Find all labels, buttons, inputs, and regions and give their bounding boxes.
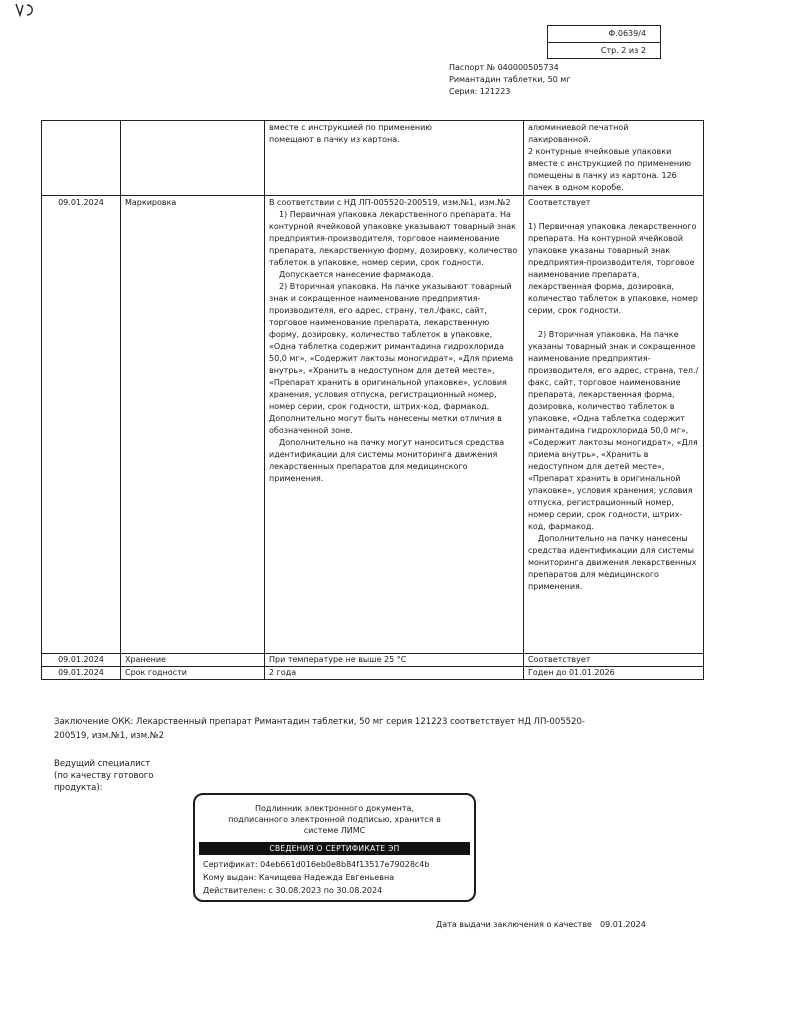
- table-row: [42, 654, 704, 667]
- stamp-line: подписанного электронной подписью, хранится в: [228, 815, 441, 824]
- cell-requirement: [265, 121, 524, 196]
- result-text: Соответствует: [528, 198, 591, 207]
- result-text: лакированной.: [528, 135, 591, 144]
- handwritten-mark: [14, 2, 38, 18]
- product-name: Римантадин таблетки, 50 мг: [449, 75, 571, 84]
- cell-name: [121, 121, 265, 196]
- cell-result: Годен до 01.01.2026: [524, 667, 704, 680]
- specialist-label: Ведущий специалист (по качеству готового продукта):: [54, 759, 154, 793]
- requirement-text: Допускается нанесение фармакода.: [279, 270, 434, 279]
- passport-number: Паспорт № 040000505734: [449, 63, 559, 72]
- cell-name: Срок годности: [121, 667, 265, 680]
- table-row: [42, 196, 704, 654]
- table-row: [42, 121, 704, 196]
- cell-requirement: При температуре не выше 25 °С: [265, 654, 524, 667]
- table-row: [42, 667, 704, 680]
- conclusion-text: Заключение ОКК: Лекарственный препарат Римантадин таблетки, 50 мг серия 121223 соответствует НД ЛП-005520-200519, изм.№1, изм.№2: [54, 717, 585, 741]
- certificate-owner: Кому выдан: Качищева Надежда Евгеньевна: [203, 873, 395, 882]
- issue-date-label: Дата выдачи заключения о качестве: [436, 920, 592, 929]
- issue-date: [436, 920, 646, 929]
- requirement-text: помещают в пачку из картона.: [269, 135, 400, 144]
- stamp-certificate-info: [203, 858, 429, 897]
- result-text: Дополнительно на пачку нанесены средства идентификации для системы мониторинга движения лекарственных препаратов для медицинского применения.: [528, 534, 697, 591]
- cell-date: 09.01.2024: [42, 196, 121, 654]
- cell-name: Маркировка: [121, 196, 265, 654]
- requirement-text: Дополнительно могут быть нанесены метки отличия в обозначенной зоне.: [269, 414, 502, 435]
- stamp-header: СВЕДЕНИЯ О СЕРТИФИКАТЕ ЭП: [199, 842, 470, 855]
- result-text: 2) Вторичная упаковка. На пачке указаны товарный знак и сокращенное наименование предприятия-производителя, его адрес, страна, тел./факс, сайт, торговое наименование препарата, лекарственная форма, дозировка, количество таблеток в упаковке, «Одна таблетка содержит римантадина гидрохлорида 50,0 мг», «Содержит лактозы моногидрат», «Для приема внутрь», «Хранить в недоступном для детей месте», «Препарат хранить в оригинальной упаковке», условия хранения, условия отпуска, регистрационный номер, номер серии, срок годности, штрих-код, фармакод.: [528, 330, 699, 531]
- result-text: алюминиевой печатной: [528, 123, 629, 132]
- requirement-text: вместе с инструкцией по применению: [269, 123, 433, 132]
- stamp-original-note: [195, 803, 474, 836]
- certificate-number: Сертификат: 04eb661d016eb0e8b84f13517e79028c4b: [203, 860, 430, 869]
- passport-header: [449, 62, 571, 98]
- issue-date-value: 09.01.2024: [599, 920, 646, 929]
- cell-result: Соответствует: [524, 654, 704, 667]
- result-text: 1) Первичная упаковка лекарственного препарата. На контурной ячейковой упаковке указаны товарный знак предприятия-производителя, торговое наименование препарата, лекарственная форма, дозировка, количество таблеток в упаковке, номер серии, срок годности.: [528, 222, 698, 315]
- cell-requirement: [265, 196, 524, 654]
- requirement-text: В соответствии с НД ЛП-005520-200519, изм.№1, изм.№2: [269, 198, 511, 207]
- stamp-line: системе ЛИМС: [303, 826, 366, 835]
- cell-result: [524, 121, 704, 196]
- series-number: Серия: 121223: [449, 87, 511, 96]
- certificate-validity: Действителен: с 30.08.2023 по 30.08.2024: [203, 886, 383, 895]
- form-code: Ф.0639/4: [608, 29, 646, 38]
- cell-name: Хранение: [121, 654, 265, 667]
- cell-requirement: 2 года: [265, 667, 524, 680]
- form-code-box: [547, 25, 661, 59]
- quality-table: [41, 120, 704, 680]
- cell-date: 09.01.2024: [42, 654, 121, 667]
- requirement-text: 1) Первичная упаковка лекарственного препарата. На контурной ячейковой упаковке указывают товарный знак предприятия-производителя, торговое наименование препарата, лекарственную форму, дозировку, количество таблеток в упаковке, номер серии, срок годности.: [269, 210, 518, 267]
- electronic-signature-stamp: [193, 793, 476, 902]
- requirement-text: 2) Вторичная упаковка. На пачке указывают товарный знак и сокращенное наименование предприятия-производителя, его адрес, страну, тел./факс, сайт, торговое наименование препарата, лекарственную форму, дозировку, количество таблеток в упаковке, «Одна таблетка содержит римантадина гидрохлорида 50,0 мг», «Содержит лактозы моногидрат», «Для приема внутрь», «Хранить в недоступном для детей месте», «Препарат хранить в оригинальной упаковке», условия хранения, условия отпуска, регистрационный номер, номер серии, срок годности, штрих-код, фармакод.: [269, 282, 514, 411]
- page-number: Стр. 2 из 2: [548, 42, 660, 58]
- result-text: 2 контурные ячейковые упаковки вместе с инструкцией по применению помещены в пачку из картона. 126 пачек в одном коробе.: [528, 147, 692, 192]
- cell-date: [42, 121, 121, 196]
- cell-result: [524, 196, 704, 654]
- stamp-line: Подлинник электронного документа,: [255, 804, 414, 813]
- cell-date: 09.01.2024: [42, 667, 121, 680]
- requirement-text: Дополнительно на пачку могут наноситься средства идентификации для системы мониторинга движения лекарственных препаратов для медицинского применения.: [269, 438, 505, 483]
